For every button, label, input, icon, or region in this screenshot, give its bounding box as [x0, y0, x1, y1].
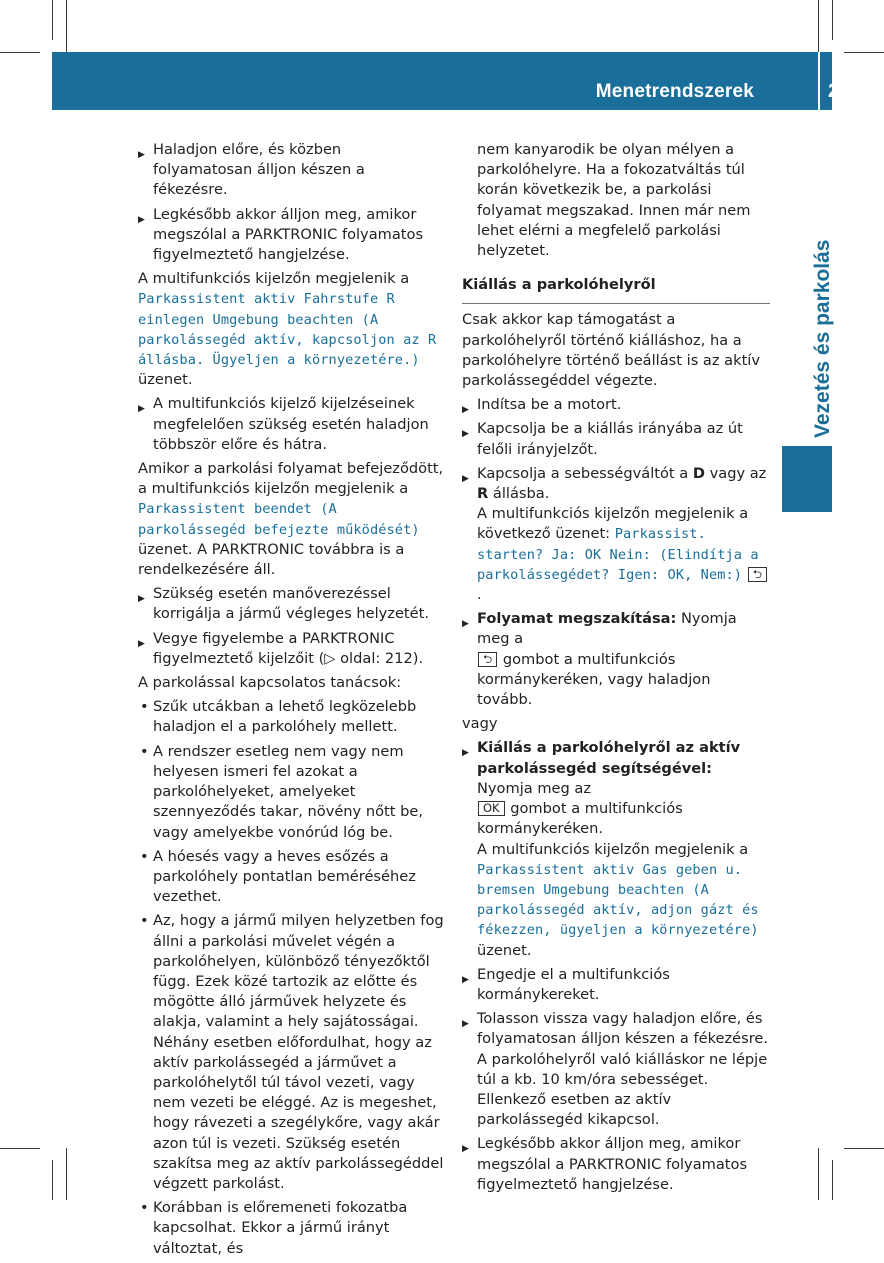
continued-text: nem kanyarodik be olyan mélyen a parkolóhelyre. Ha a fokozatváltás túl korán következik be, a parkolási folyamat megszakad. Innen már nem lehet elérni a megfelelő parkolási helyzetet.: [477, 141, 751, 260]
paragraph: A multifunkciós kijelzőn megjelenik a Parkassistent aktiv Fahrstufe R einlegen Umgebung beachten (A parkolássegéd aktív, kapcsoljon az R állásba. Ügyeljen a környezetére.) üzenet.: [138, 270, 437, 389]
tip-item: • Korábban is előremeneti fokozatba kapcsolhat. Ekkor a jármű irányt változtat, és: [138, 1198, 444, 1259]
crop-mark: [818, 1148, 819, 1200]
chapter-title: Menetrendszerek: [595, 81, 754, 102]
crop-mark: [52, 1160, 53, 1200]
instruction-step: ▶ Legkésőbb akkor álljon meg, amikor megszólal a PARKTRONIC folyamatos figyelmeztető hangjelzése.: [462, 1134, 770, 1195]
display-message: Parkassistent aktiv Fahrstufe R einlegen Umgebung beachten (A parkolássegéd aktív, kapcsoljon az R állásba. Ügyeljen a környezetére.): [138, 291, 437, 369]
page-header: [52, 52, 860, 110]
instruction-step: ▶ Vegye figyelembe a PARKTRONIC figyelmeztető kijelzőit (▷ oldal: 212).: [138, 629, 444, 669]
paragraph: Csak akkor kap támogatást a parkolóhelyről történő kiálláshoz, ha a parkolóhelyre történő beállást is az aktív parkolássegéddel végezte.: [462, 311, 760, 390]
crop-mark: [0, 52, 40, 53]
display-message: Parkassistent aktiv Gas geben u. bremsen Umgebung beachten (A parkolássegéd aktív, adjon gázt és fékezzen, ügyeljen a környezetére): [477, 861, 759, 939]
instruction-step: ▶ Haladjon előre, és közben folyamatosan álljon készen a fékezésre.: [138, 140, 444, 201]
tip-item: • Szűk utcákban a lehető legközelebb haladjon el a parkolóhely mellett.: [138, 697, 444, 737]
instruction-step: ▶ Tolasson vissza vagy haladjon előre, és folyamatosan álljon készen a fékezésre. A parkolóhelyről való kiálláskor ne lépje túl a kb. 10 km/óra sebességet. Ellenkező esetben az aktív parkolássegéd kikapcsol.: [462, 1009, 770, 1130]
crop-mark: [844, 1148, 884, 1149]
section-side-label: [766, 108, 832, 438]
instruction-step: ▶ Legkésőbb akkor álljon meg, amikor megszólal a PARKTRONIC folyamatos figyelmeztető hangjelzése.: [138, 205, 444, 266]
left-column: [138, 140, 444, 1263]
paragraph: Amikor a parkolási folyamat befejeződött, a multifunkciós kijelzőn megjelenik a Parkassistent beendet (A parkolássegéd befejezte működését) üzenet. A PARKTRONIC továbbra is a rendelkezésére áll.: [138, 460, 444, 579]
crop-mark: [832, 0, 833, 40]
section-tab-marker: [782, 446, 832, 512]
gear-d: D: [692, 464, 705, 482]
back-button-icon: ⮌: [478, 652, 497, 667]
tip-item: • A hóesés vagy a heves esőzés a parkolóhely pontatlan beméréséhez vezethet.: [138, 847, 444, 908]
instruction-step: ▶ Kiállás a parkolóhelyről az aktív parkolássegéd segítségével: Nyomja meg az OK gombot a multifunkciós kormánykeréken. A multifunkciós kijelzőn megjelenik a Parkassistent aktiv Gas geben u. bremsen Umgebung beachten (A parkolássegéd aktív, adjon gázt és fékezzen, ügyeljen a környezetére) üzenet.: [462, 738, 770, 960]
gear-r: R: [477, 485, 489, 503]
header-divider: [818, 52, 820, 110]
instruction-step: ▶ Kapcsolja a sebességváltót a D vagy az R állásba. A multifunkciós kijelzőn megjelenik a következő üzenet: Parkassist. starten? Ja: OK Nein: (Elindítja a parkolássegédet? Igen: OK, Nem:) ⮌.: [462, 464, 770, 605]
crop-mark: [66, 0, 67, 52]
tip-item: • A rendszer esetleg nem vagy nem helyesen ismeri fel azokat a parkolóhelyeket, amelyeket szennyeződés takar, növény nőtt be, vagy amelyekbe vonórúd lóg be.: [138, 742, 444, 843]
tips-title: A parkolással kapcsolatos tanácsok:: [138, 674, 402, 692]
page-number: 217: [828, 81, 860, 102]
crop-mark: [832, 1160, 833, 1200]
ok-button-icon: OK: [478, 801, 505, 816]
crop-mark: [818, 0, 819, 52]
crop-mark: [52, 0, 53, 40]
instruction-step: ▶ A multifunkciós kijelző kijelzéseinek megfelelően szükség esetén haladjon többször előre és hátra.: [138, 394, 444, 455]
crop-mark: [66, 1148, 67, 1200]
instruction-step: ▶ Engedje el a multifunkciós kormánykereket.: [462, 965, 770, 1005]
section-label-text: Vezetés és parkolás: [811, 239, 834, 438]
tip-item: • Az, hogy a jármű milyen helyzetben fog állni a parkolási művelet végén a parkolóhelyen, különböző tényezőktől függ. Ezek közé tartozik az előtte és mögötte álló járművek helyzete és alakja, valamint a hely sajátosságai. Néhány esetben előfordulhat, hogy az aktív parkolássegéd a járművet a parkolóhelytől túl távol vezeti, vagy nem vezeti be eléggé. Az is megeshet, hogy rávezeti a szegélykőre, vagy akár azon túl is vezeti. Szükség esetén szakítsa meg az aktív parkolássegéddel végzett parkolást.: [138, 911, 444, 1194]
instruction-step: ▶ Indítsa be a motort.: [462, 395, 770, 415]
crop-mark: [0, 1148, 40, 1149]
crop-mark: [844, 52, 884, 53]
heading-rule: [462, 303, 770, 304]
instruction-step: ▶ Kapcsolja be a kiállás irányába az út felőli irányjelzőt.: [462, 419, 770, 459]
section-heading: Kiállás a parkolóhelyről: [462, 276, 656, 294]
instruction-step: ▶ Szükség esetén manőverezéssel korrigálja a jármű végleges helyzetét.: [138, 584, 444, 624]
or-separator: vagy: [462, 715, 498, 733]
right-column: [462, 140, 770, 1199]
instruction-step: ▶ Folyamat megszakítása: Nyomja meg a ⮌ gombot a multifunkciós kormánykeréken, vagy haladjon tovább.: [462, 609, 770, 710]
back-button-icon: ⮌: [748, 567, 767, 582]
display-message: Parkassistent beendet (A parkolássegéd befejezte működését): [138, 501, 420, 538]
display-message: Parkassist. starten? Ja: OK Nein: (Elindítja a parkolássegédet? Igen: OK, Nem:): [477, 526, 759, 583]
